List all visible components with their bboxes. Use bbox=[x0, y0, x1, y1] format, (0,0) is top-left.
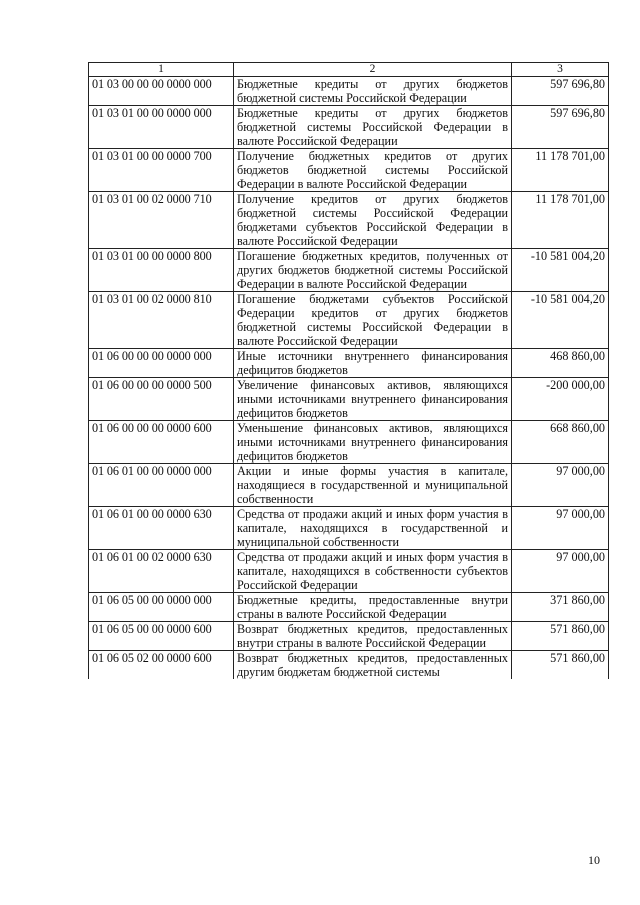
table-header-row bbox=[89, 63, 609, 77]
table-row bbox=[89, 507, 609, 550]
budget-amount: 468 860,00 bbox=[512, 349, 609, 378]
column-header-amount: 3 bbox=[512, 63, 609, 77]
budget-description: Акции и иные формы участия в капитале, находящиеся в государственной и муниципальной собственности bbox=[234, 464, 512, 507]
budget-code: 01 06 00 00 00 0000 600 bbox=[89, 421, 234, 464]
budget-description: Возврат бюджетных кредитов, предоставленных другим бюджетам бюджетной системы bbox=[234, 651, 512, 680]
budget-description: Получение кредитов от других бюджетов бюджетной системы Российской Федерации бюджетами субъектов Российской Федерации в валюте Российской Федерации bbox=[234, 192, 512, 249]
table-row bbox=[89, 593, 609, 622]
budget-code: 01 03 01 00 00 0000 000 bbox=[89, 106, 234, 149]
page-number: 10 bbox=[588, 853, 600, 867]
budget-amount: 571 860,00 bbox=[512, 651, 609, 680]
budget-amount: 97 000,00 bbox=[512, 550, 609, 593]
budget-description: Уменьшение финансовых активов, являющихся иными источниками внутреннего финансирования дефицитов бюджетов bbox=[234, 421, 512, 464]
budget-amount: 11 178 701,00 bbox=[512, 192, 609, 249]
budget-description: Иные источники внутреннего финансирования дефицитов бюджетов bbox=[234, 349, 512, 378]
budget-code: 01 03 01 00 00 0000 800 bbox=[89, 249, 234, 292]
table-row bbox=[89, 622, 609, 651]
budget-description: Погашение бюджетами субъектов Российской Федерации кредитов от других бюджетов бюджетной системы Российской Федерации в валюте Российской Федерации bbox=[234, 292, 512, 349]
table-row bbox=[89, 149, 609, 192]
table-row bbox=[89, 421, 609, 464]
budget-description: Получение бюджетных кредитов от других бюджетов бюджетной системы Российской Федерации в валюте Российской Федерации bbox=[234, 149, 512, 192]
budget-amount: 571 860,00 bbox=[512, 622, 609, 651]
budget-amount: -10 581 004,20 bbox=[512, 292, 609, 349]
budget-code: 01 06 00 00 00 0000 000 bbox=[89, 349, 234, 378]
table-row bbox=[89, 349, 609, 378]
budget-amount: 11 178 701,00 bbox=[512, 149, 609, 192]
table-row bbox=[89, 292, 609, 349]
budget-amount: 97 000,00 bbox=[512, 464, 609, 507]
budget-code: 01 03 01 00 02 0000 710 bbox=[89, 192, 234, 249]
budget-code: 01 03 00 00 00 0000 000 bbox=[89, 77, 234, 106]
budget-amount: -10 581 004,20 bbox=[512, 249, 609, 292]
table-row bbox=[89, 651, 609, 680]
budget-code: 01 06 01 00 00 0000 630 bbox=[89, 507, 234, 550]
budget-description: Средства от продажи акций и иных форм участия в капитале, находящихся в государственной и муниципальной собственности bbox=[234, 507, 512, 550]
table-row bbox=[89, 106, 609, 149]
column-header-code: 1 bbox=[89, 63, 234, 77]
budget-description: Средства от продажи акций и иных форм участия в капитале, находящихся в собственности субъектов Российской Федерации bbox=[234, 550, 512, 593]
budget-description: Бюджетные кредиты от других бюджетов бюджетной системы Российской Федерации в валюте Российской Федерации bbox=[234, 106, 512, 149]
budget-description: Увеличение финансовых активов, являющихся иными источниками внутреннего финансирования дефицитов бюджетов bbox=[234, 378, 512, 421]
budget-amount: -200 000,00 bbox=[512, 378, 609, 421]
budget-amount: 371 860,00 bbox=[512, 593, 609, 622]
table-row bbox=[89, 378, 609, 421]
budget-amount: 597 696,80 bbox=[512, 106, 609, 149]
budget-code: 01 06 00 00 00 0000 500 bbox=[89, 378, 234, 421]
budget-amount: 668 860,00 bbox=[512, 421, 609, 464]
budget-amount: 597 696,80 bbox=[512, 77, 609, 106]
budget-code: 01 06 01 00 02 0000 630 bbox=[89, 550, 234, 593]
budget-amount: 97 000,00 bbox=[512, 507, 609, 550]
table-row bbox=[89, 464, 609, 507]
budget-description: Бюджетные кредиты, предоставленные внутри страны в валюте Российской Федерации bbox=[234, 593, 512, 622]
table-row bbox=[89, 550, 609, 593]
column-header-description: 2 bbox=[234, 63, 512, 77]
table-row bbox=[89, 77, 609, 106]
budget-sources-table bbox=[88, 62, 609, 679]
budget-code: 01 03 01 00 00 0000 700 bbox=[89, 149, 234, 192]
table-row bbox=[89, 249, 609, 292]
budget-description: Возврат бюджетных кредитов, предоставленных внутри страны в валюте Российской Федерации bbox=[234, 622, 512, 651]
budget-code: 01 06 05 02 00 0000 600 bbox=[89, 651, 234, 680]
table-row bbox=[89, 192, 609, 249]
budget-description: Погашение бюджетных кредитов, полученных от других бюджетов бюджетной системы Российской Федерации в валюте Российской Федерации bbox=[234, 249, 512, 292]
budget-code: 01 06 01 00 00 0000 000 bbox=[89, 464, 234, 507]
budget-code: 01 06 05 00 00 0000 000 bbox=[89, 593, 234, 622]
budget-description: Бюджетные кредиты от других бюджетов бюджетной системы Российской Федерации bbox=[234, 77, 512, 106]
budget-code: 01 06 05 00 00 0000 600 bbox=[89, 622, 234, 651]
budget-code: 01 03 01 00 02 0000 810 bbox=[89, 292, 234, 349]
